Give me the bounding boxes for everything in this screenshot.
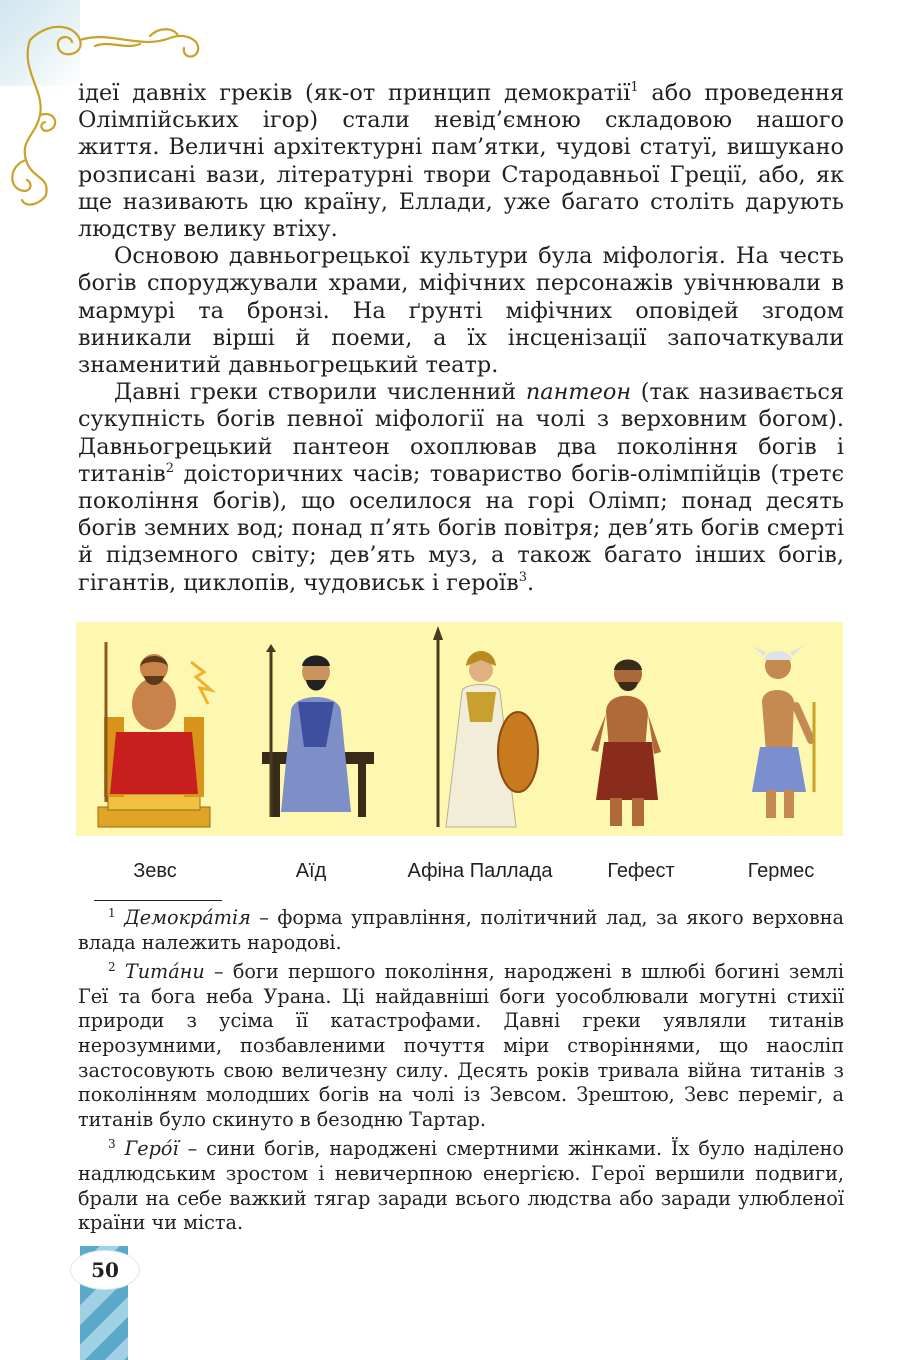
hermes-figure [752, 646, 814, 818]
paragraph-3-text-c: доісторичних часів; товариство богів-олімпійців (третє покоління богів), що оселилося на горі Олімп; понад десять богів земних вод; понад п’ять богів повітря; дев’ять богів смерті й підземного світу; дев’ять муз, а також багато інших богів, гігантів, циклопів, чудовиськ і героїв [78, 460, 844, 596]
term-pantheon: пантеон [525, 379, 632, 406]
footnote-divider [94, 900, 222, 901]
paragraph-3-text-d: . [526, 569, 535, 596]
paragraph-1-text-a: ідеї давніх греків (як-от принцип демократії [78, 80, 631, 106]
footnote-3-text: – сини богів, народжені смертними жінками. Їх було наділено надлюдським зростом і невичерпною енергією. Герої вершили подвиги, брали на себе важкий тягар заради всього людства або заради улюбленої країни чи міста. [78, 1137, 844, 1235]
paragraph-2: Основою давньогрецької культури була міфологія. На честь богів споруджували храми, міфічних персонажів увічнювали в мармурі та бронзі. На ґрунті міфічних оповідей згодом виникали вірші й поеми, а їх інсценізації започаткували знаменитий давньогрецький театр. [78, 243, 844, 379]
paragraph-1-text-b: або проведення Олімпійських ігор) стали невід’ємною складовою нашого життя. Величні архітектурні пам’ятки, чудові статуї, вишукано розписані вази, літературні твори Стародавньої Греції, або, як ще називають цю країну, Еллади, уже багато століть дарують людству велику втіху. [78, 80, 844, 243]
caption-hephaestus: Гефест [607, 860, 675, 882]
footnote-2 [78, 960, 844, 1132]
footnote-1 [78, 906, 844, 955]
footnote-3 [78, 1137, 844, 1235]
footnote-3-term: Геро́ї [124, 1137, 179, 1161]
footnote-1-term: Демокра́тія [124, 906, 251, 929]
footnote-1-mark: 1 [108, 906, 116, 920]
athena-figure [433, 626, 538, 827]
footnote-2-mark: 2 [108, 960, 116, 975]
paragraph-3 [78, 379, 844, 597]
caption-zeus: Зевс [133, 860, 177, 882]
footnote-2-text: – боги першого покоління, народжені в шлюбі богині землі Геї та бога неба Урана. Ці найдавніші боги уособлювали могутні стихії природи з усіма її катастрофами. Давні греки уявляли титанів нерозумними, позбавленими почуття міри створіннями, що наосліп застосовують свою величезну силу. Десять років тривала війна титанів з поколінням молодших богів на чолі із Зевсом. Зрештою, Зевс переміг, а титанів було скинуто в безодню Тартар. [78, 960, 844, 1131]
footnote-ref-1: 1 [630, 80, 639, 95]
hades-figure [262, 644, 374, 817]
paragraph-3-text-b: (так називається сукупність богів певної міфології на чолі з верховним богом). Давньогрецький пантеон охоплював два покоління богів і титанів [78, 379, 844, 487]
zeus-figure [98, 642, 211, 827]
paragraph-3-ending [519, 570, 534, 596]
page-number: 50 [70, 1250, 140, 1290]
caption-hades: Аїд [295, 860, 327, 882]
paragraph-1 [78, 80, 844, 243]
footnote-2-term: Тита́ни [124, 960, 205, 984]
gods-illustration [76, 622, 843, 836]
paragraph-3-text-a: Давні греки створили численний [114, 379, 526, 406]
footnotes [78, 906, 844, 1241]
footnote-3-mark: 3 [108, 1137, 116, 1152]
caption-hermes: Гермес [747, 860, 815, 882]
footnote-ref-3: 3 [518, 569, 527, 585]
footnote-1-text: – форма управління, політичний лад, за якого верховна влада належить народові. [78, 906, 844, 954]
footnote-ref-2: 2 [165, 460, 175, 476]
main-text [78, 80, 844, 597]
figure-captions [76, 860, 843, 890]
hephaestus-figure [591, 660, 661, 827]
caption-athena: Афіна Паллада [407, 860, 553, 882]
